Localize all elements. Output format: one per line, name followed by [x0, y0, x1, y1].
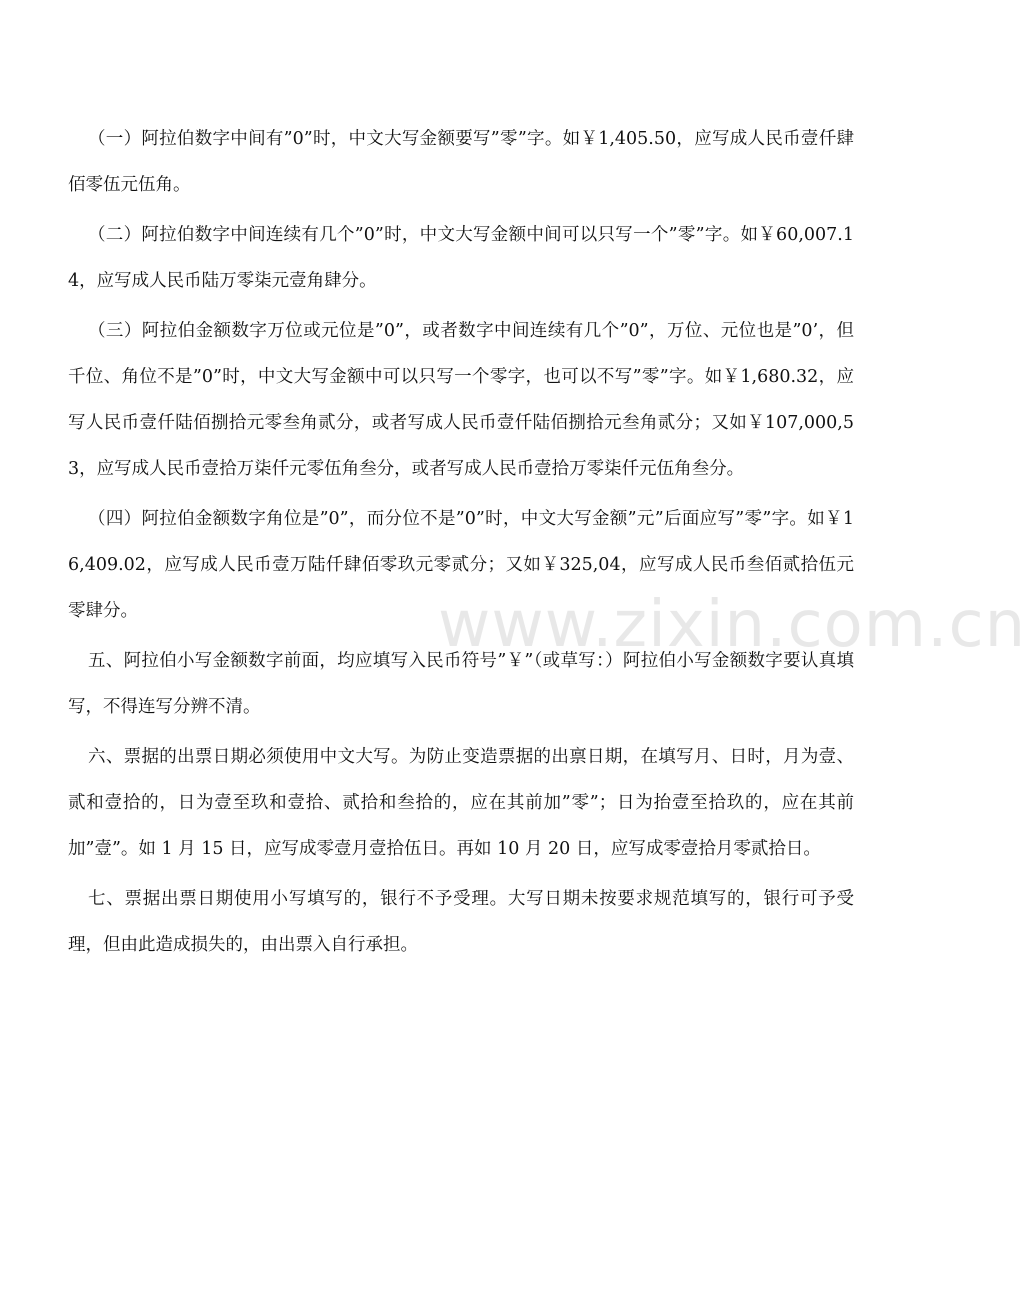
paragraph-2: （二）阿拉伯数字中间连续有几个”0”时，中文大写金额中间可以只写一个”零”字。如￥60,007.14，应写成人民币陆万零柒元壹角肆分。	[68, 225, 854, 291]
paragraph-7: 七、票据出票日期使用小写填写的，银行不予受理。大写日期未按要求规范填写的，银行可予受理，但由此造成损失的，由出票入自行承担。	[68, 889, 854, 955]
watermark-text: www.zixin.com.cn	[438, 588, 1026, 662]
paragraph-3: （三）阿拉伯金额数字万位或元位是”0”，或者数字中间连续有几个”0”，万位、元位也是”0’，但千位、角位不是”0”时，中文大写金额中可以只写一个零字，也可以不写”零”字。如￥1,680.32，应写人民币壹仟陆佰捌拾元零叁角贰分，或者写成人民币壹仟陆佰捌拾元叁角贰分；又如￥107,000,53，应写成人民币壹拾万柒仟元零伍角叁分，或者写成人民币壹拾万零柒仟元伍角叁分。	[68, 321, 854, 479]
paragraph-6: 六、票据的出票日期必须使用中文大写。为防止变造票据的出禀日期，在填写月、日时，月为壹、贰和壹拾的，日为壹至玖和壹拾、贰拾和叁拾的，应在其前加”零”；日为抬壹至拾玖的，应在其前加”壹”。如 1 月 15 日，应写成零壹月壹拾伍日。再如 10 月 20 日，应写成零壹拾月零贰拾日。	[68, 747, 854, 859]
paragraph-5: 五、阿拉伯小写金额数字前面，均应填写入民币符号”￥”（或草写：）阿拉伯小写金额数字要认真填写，不得连写分辨不清。	[68, 651, 854, 717]
paragraph-4: （四）阿拉伯金额数字角位是”0”，而分位不是”0”时，中文大写金额”元”后面应写”零”字。如￥16,409.02，应写成人民币壹万陆仟肆佰零玖元零贰分；又如￥325,04，应写成人民币叁佰贰拾伍元零肆分。	[68, 509, 854, 621]
paragraph-1: （一）阿拉伯数字中间有”0”时，中文大写金额要写”零”字。如￥1,405.50，应写成人民币壹仟肆佰零伍元伍角。	[68, 129, 854, 195]
document-body	[68, 116, 854, 972]
